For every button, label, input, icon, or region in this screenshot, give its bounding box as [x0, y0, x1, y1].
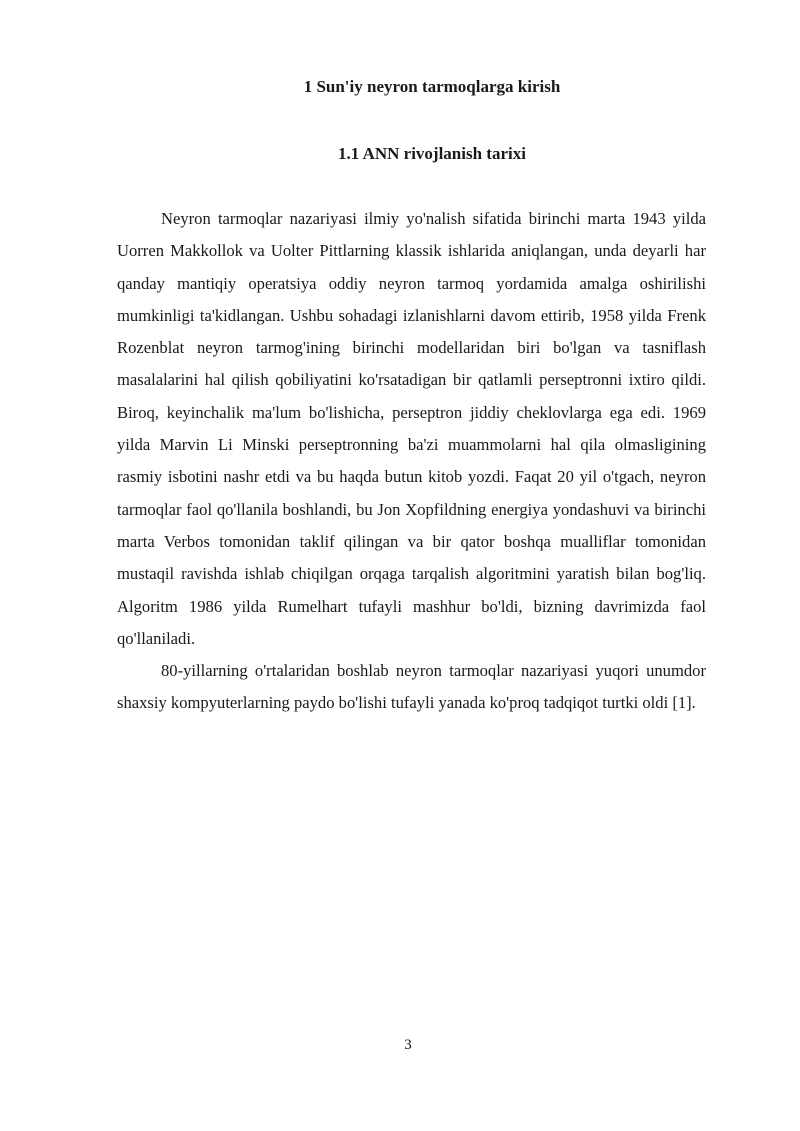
page-number: 3	[404, 1037, 412, 1053]
section-title: 1.1 ANN rivojlanish tarixi	[338, 144, 526, 163]
body-text	[117, 203, 706, 720]
chapter-title: 1 Sun'iy neyron tarmoqlarga kirish	[303, 77, 561, 96]
paragraph: 80-yillarning o'rtalaridan boshlab neyron tarmoqlar nazariyasi yuqori unumdor shaxsiy kompyuterlarning paydo bo'lishi tufayli yanada ko'proq tadqiqot turtki oldi [1].	[117, 661, 706, 713]
paragraph: Neyron tarmoqlar nazariyasi ilmiy yo'nalish sifatida birinchi marta 1943 yilda Uorren Makkollok va Uolter Pittlarning klassik ishlarida aniqlangan, unda deyarli har qanday mantiqiy operatsiya oddiy neyron tarmoq yordamida amalga oshirilishi mumkinligi ta'kidlangan. Ushbu sohadagi izlanishlarni davom ettirib, 1958 yilda Frenk Rozenblat neyron tarmog'ining birinchi modellaridan biri bo'lgan va tasniflash masalalarini hal qilish qobiliyatini ko'rsatadigan bir qatlamli perseptronni ixtiro qildi. Biroq, keyinchalik ma'lum bo'lishicha, perseptron jiddiy cheklovlarga ega edi. 1969 yilda Marvin Li Minski perseptronning ba'zi muammolarni hal qila olmasligining rasmiy isbotini nashr etdi va bu haqda butun kitob yozdi. Faqat 20 yil o'tgach, neyron tarmoqlar faol qo'llanila boshlandi, bu Jon Xopfildning energiya yondashuvi va birinchi marta Verbos tomonidan taklif qilingan va bir qator boshqa mualliflar tomonidan mustaqil ravishda ishlab chiqilgan orqaga tarqalish algoritmini yaratish bilan bog'liq. Algoritm 1986 yilda Rumelhart tufayli mashhur bo'ldi, bizning davrimizda faol qo'llaniladi.	[117, 209, 706, 648]
